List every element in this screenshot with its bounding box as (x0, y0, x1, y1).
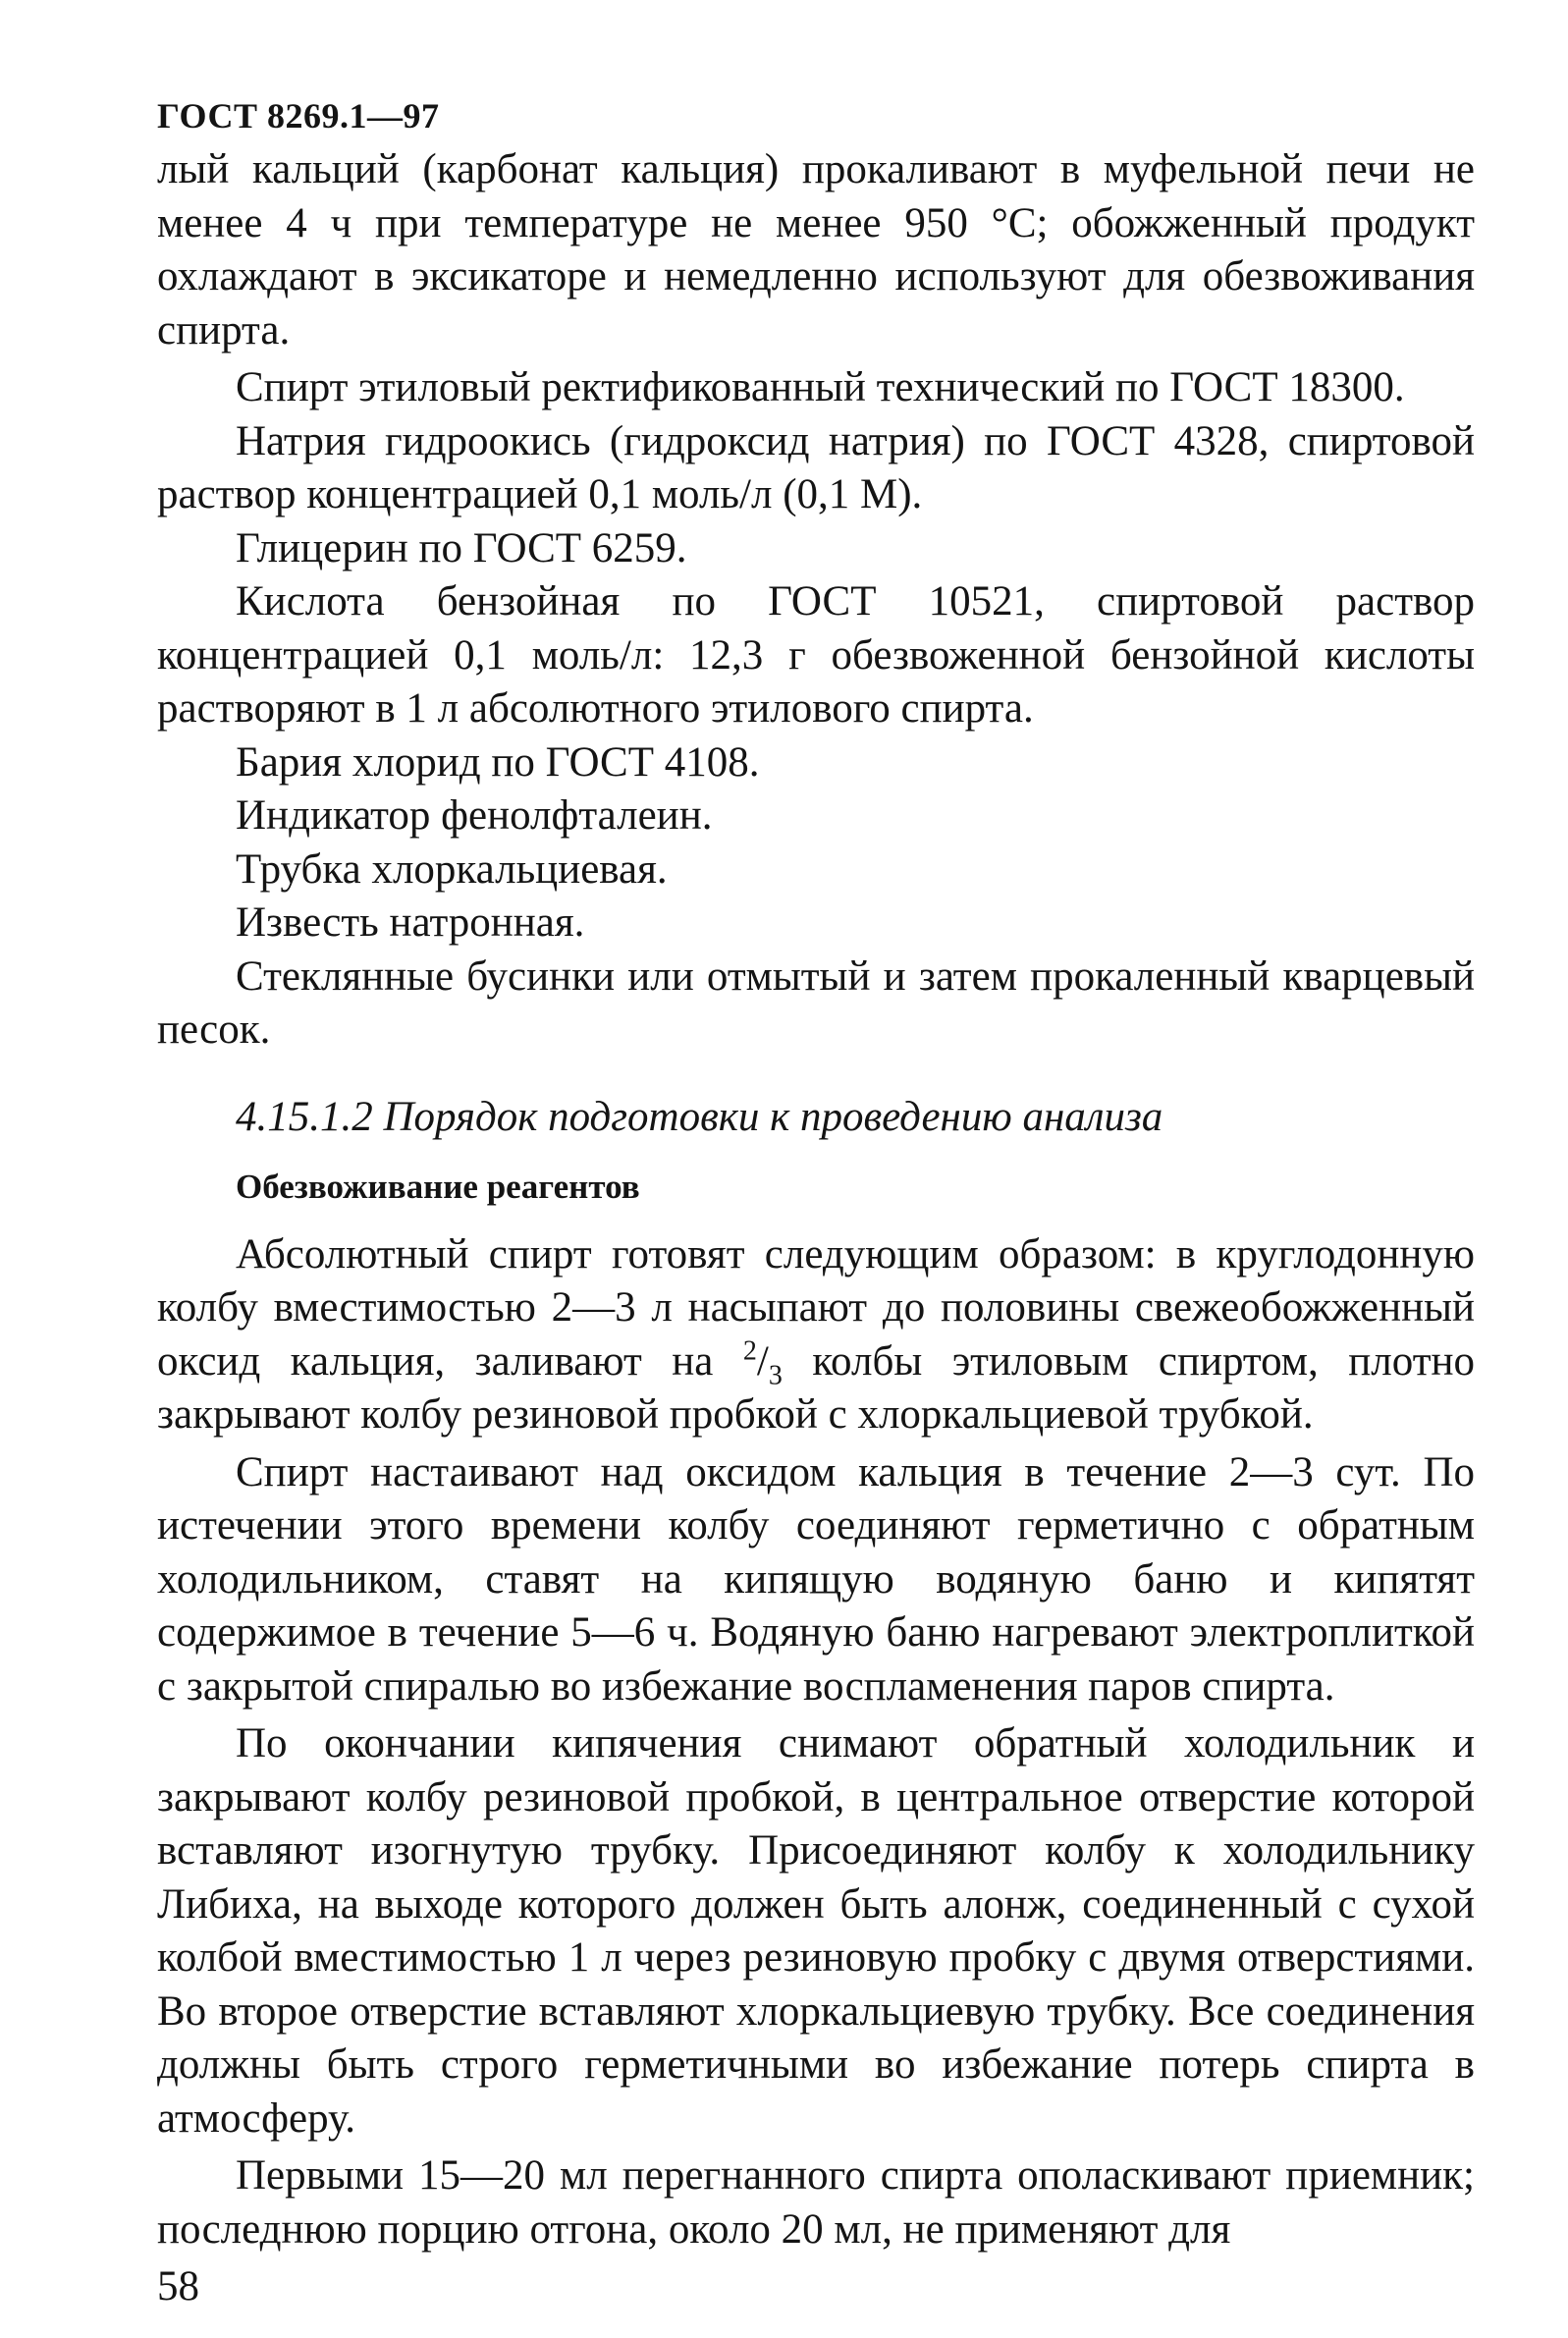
reagent-item: Кислота бензойная по ГОСТ 10521, спиртовой раствор концентрацией 0,1 моль/л: 12,3 г обезвоженной бензойной кислоты растворяют в 1 л абсолютного этилового спирта. (157, 578, 1475, 732)
reagent-item: Натрия гидроокись (гидроксид натрия) по ГОСТ 4328, спиртовой раствор концентрацией 0,1 моль/л (0,1 М). (157, 417, 1475, 517)
reagent-item: Индикатор фенолфталеин. (236, 792, 713, 839)
subheading: Обезвоживание реагентов (236, 1167, 640, 1206)
reagent-item: Известь натронная. (236, 899, 585, 946)
reagent-item: Глицерин по ГОСТ 6259. (236, 524, 687, 571)
reagent-item: Трубка хлоркальциевая. (236, 845, 668, 893)
paragraph: По окончании кипячения снимают обратный холодильник и закрывают колбу резиновой пробкой, в центральное отверстие которой вставляют изогнутую трубку. Присоединяют колбу к холодильнику Либиха, на выходе которого должен быть алонж, соединенный с сухой колбой вместимостью 1 л через резиновую пробку с двумя отверстиями. Во второе отверстие вставляют хлоркальциевую трубку. Все соединения должны быть строго герметичными во избежание потерь спирта в атмосферу. (157, 1720, 1475, 2142)
paragraph-dehydration (157, 1228, 1475, 1442)
page-number: 58 (157, 2263, 199, 2310)
reagent-item: Спирт этиловый ректификованный технический по ГОСТ 18300. (236, 364, 1405, 410)
paragraph: Первыми 15—20 мл перегнанного спирта ополаскивают приемник; последнюю порцию отгона, около 20 мл, не применяют для (157, 2152, 1475, 2253)
running-header: ГОСТ 8269.1—97 (157, 96, 440, 136)
reagents-list (157, 143, 1475, 1058)
section-title: 4.15.1.2 Порядок подготовки к проведению анализа (236, 1093, 1163, 1140)
fraction-numerator: 2 (742, 1335, 757, 1367)
fraction-denominator: 3 (768, 1360, 783, 1391)
reagent-item: Стеклянные бусинки или отмытый и затем прокаленный кварцевый песок. (157, 952, 1475, 1053)
text-before-fraction: Абсолютный спирт готовят следующим образом: в круглодонную колбу вместимостью 2—3 л насыпают до половины свежеобожженный оксид кальция, заливают на (157, 1230, 1475, 1385)
procedure-text (157, 1228, 1475, 2257)
reagent-item: Бария хлорид по ГОСТ 4108. (236, 738, 760, 786)
paragraph: Спирт настаивают над оксидом кальция в течение 2—3 сут. По истечении этого времени колбу соединяют герметично с обратным холодильником, ставят на кипящую водяную баню и кипятят содержимое в течение 5—6 ч. Водяную баню нагревают электроплиткой с закрытой спиралью во избежание воспламенения паров спирта. (157, 1448, 1475, 1710)
text-after-fraction: колбы этиловым спиртом, плотно закрывают колбу резиновой пробкой с хлоркальциевой трубкой. (157, 1337, 1475, 1438)
document-page (157, 94, 1475, 2313)
fraction-slash: / (756, 1337, 769, 1385)
paragraph-continuation: лый кальций (карбонат кальция) прокаливают в муфельной печи не менее 4 ч при температуре не менее 950 °С; обожженный продукт охлаждают в эксикаторе и немедленно используют для обезвоживания спирта. (157, 146, 1475, 353)
